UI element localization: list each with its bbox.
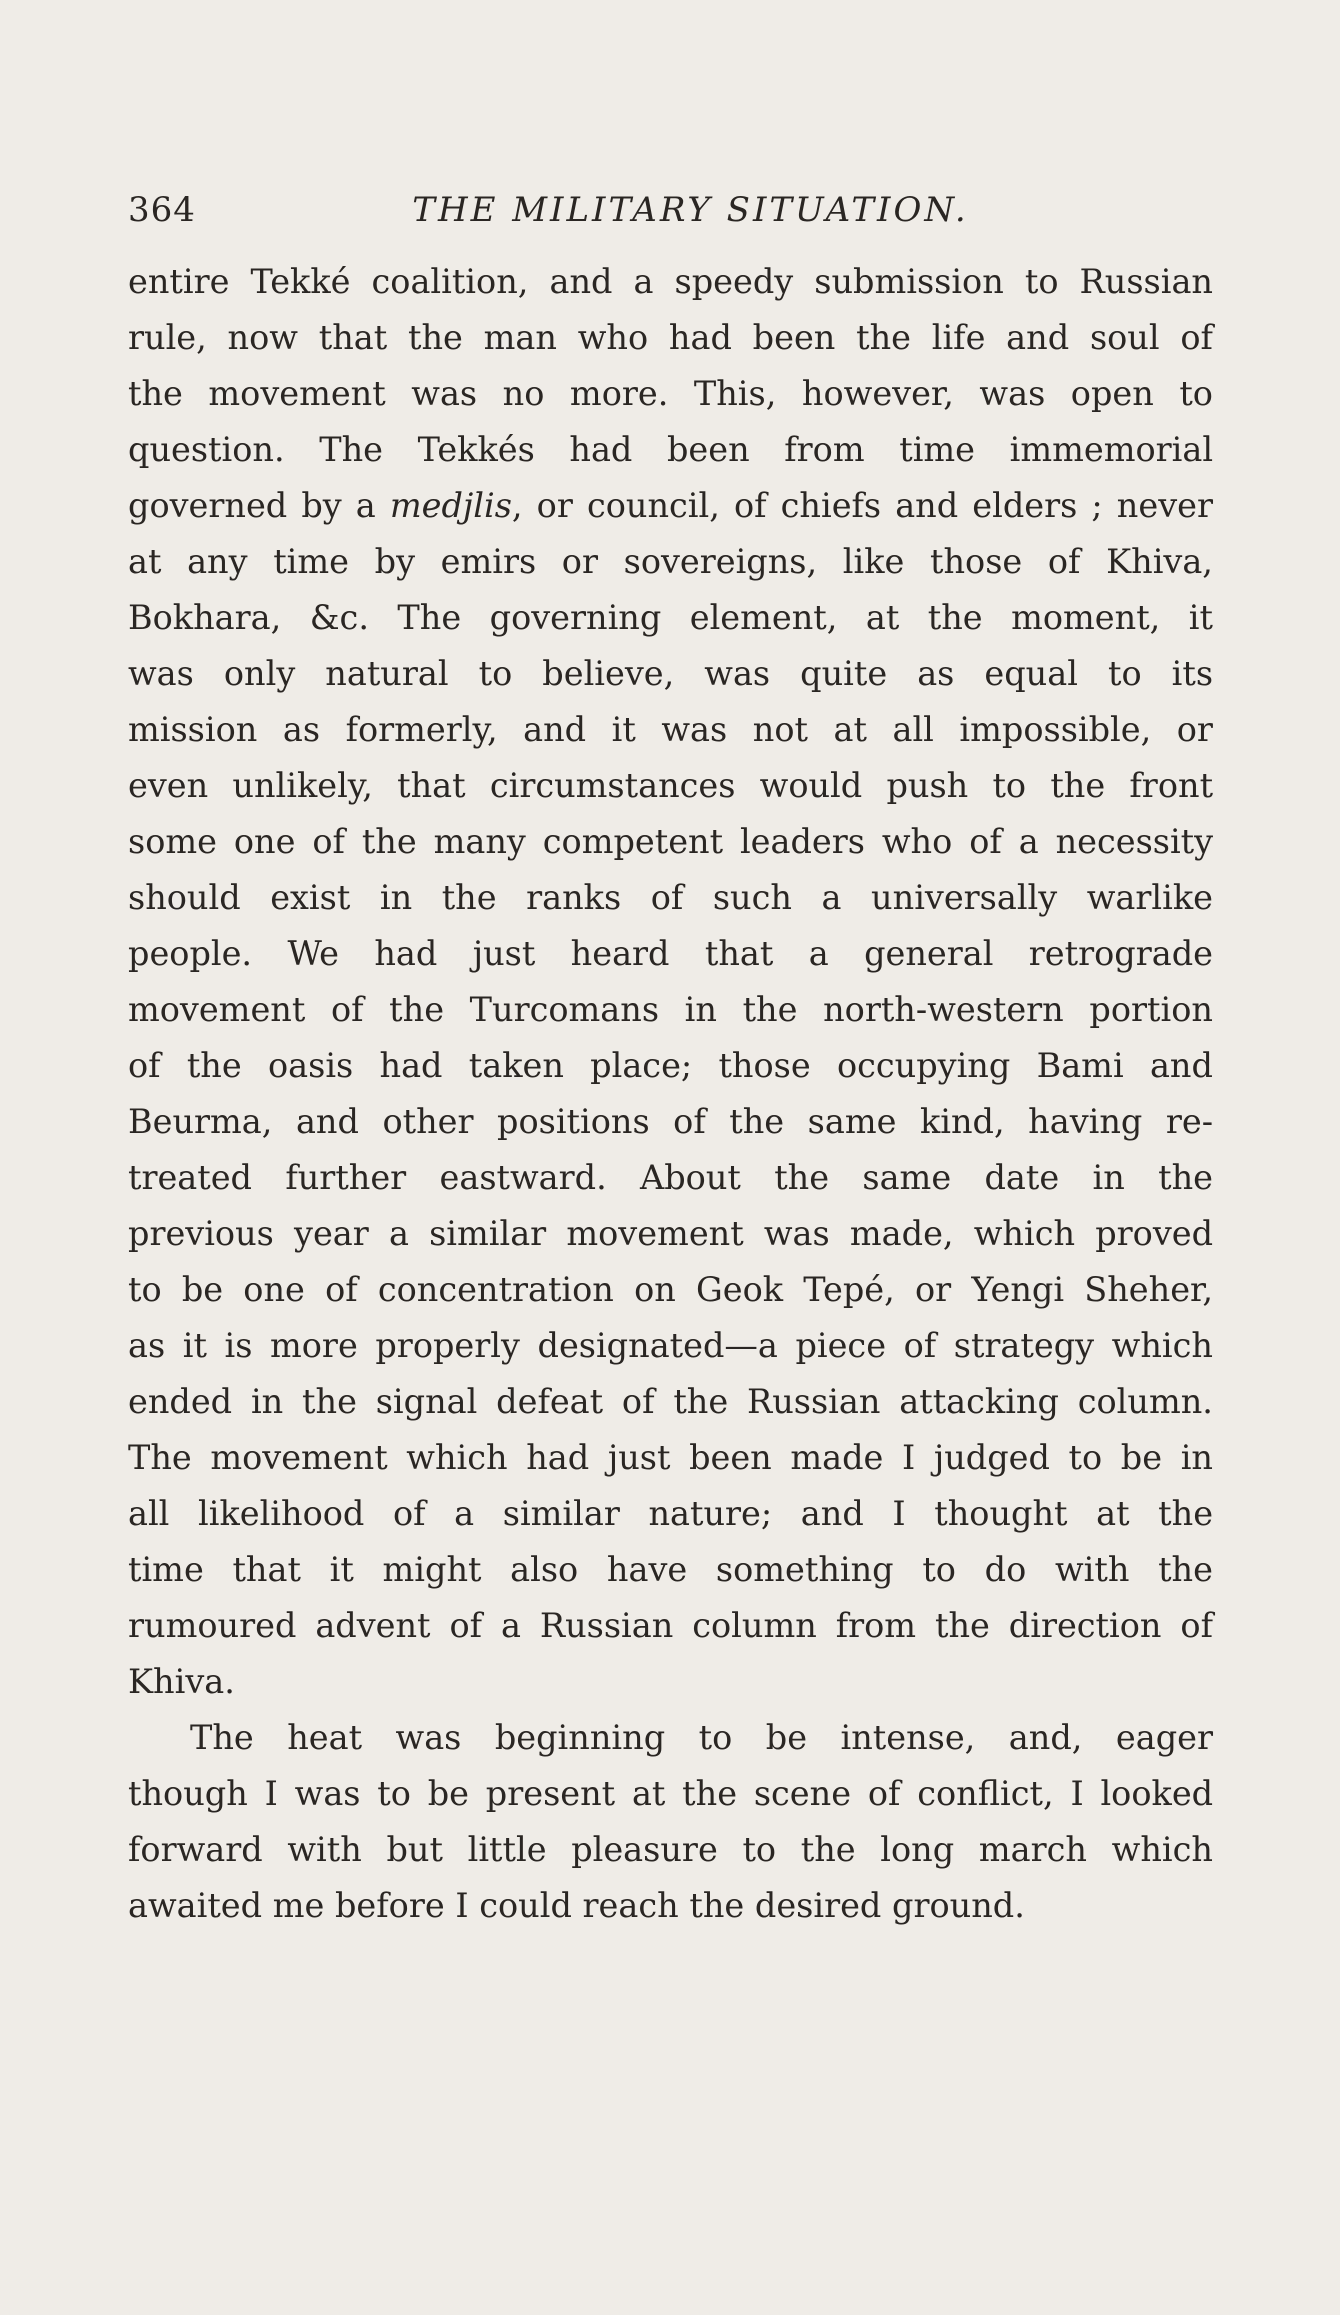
- text-line: rumoured advent of a Russian column from the direction of: [128, 1606, 1213, 1645]
- text-line: rule, now that the man who had been the life and soul of: [128, 318, 1213, 357]
- paragraph: [128, 1710, 1213, 1934]
- text-line: previous year a similar movement was made, which proved: [128, 1214, 1214, 1253]
- text-line: Bokhara, &c. The governing element, at the moment, it: [128, 598, 1213, 637]
- text-line: movement of the Turcomans in the north-western portion: [128, 990, 1213, 1029]
- text-line: all likelihood of a similar nature; and I thought at the: [128, 1494, 1214, 1533]
- text-line: some one of the many competent leaders who of a necessity: [128, 822, 1214, 861]
- body-text: [128, 254, 1213, 1934]
- text-line: mission as formerly, and it was not at all impossible, or: [128, 710, 1213, 749]
- text-line: ended in the signal defeat of the Russian attacking column.: [128, 1382, 1213, 1421]
- text-line: though I was to be present at the scene of conflict, I looked: [128, 1774, 1214, 1813]
- text-line: treated further eastward. About the same date in the: [128, 1158, 1213, 1197]
- text-line: Khiva.: [128, 1662, 235, 1701]
- paragraph: [128, 254, 1213, 1710]
- text-line: question. The Tekkés had been from time immemorial: [128, 430, 1214, 469]
- text-line: The heat was beginning to be intense, and, eager: [190, 1718, 1214, 1757]
- text-line: time that it might also have something to do with the: [128, 1550, 1213, 1589]
- text-line: as it is more properly designated—a piece of strategy which: [128, 1326, 1213, 1365]
- text-line: was only natural to believe, was quite as equal to its: [128, 654, 1214, 693]
- page-header: [128, 185, 1213, 235]
- text-line: forward with but little pleasure to the long march which: [128, 1830, 1213, 1869]
- text-line: awaited me before I could reach the desired ground.: [128, 1886, 1025, 1925]
- text-line: at any time by emirs or sovereigns, like those of Khiva,: [128, 542, 1213, 581]
- text-line: governed by a medjlis, or council, of chiefs and elders ; never: [128, 486, 1213, 525]
- running-title: THE MILITARY SITUATION.: [412, 190, 969, 230]
- text-line: entire Tekké coalition, and a speedy submission to Russian: [128, 262, 1213, 301]
- text-line: The movement which had just been made I judged to be in: [128, 1438, 1213, 1477]
- text-line: to be one of concentration on Geok Tepé, or Yengi Sheher,: [128, 1270, 1213, 1309]
- text-line: of the oasis had taken place; those occupying Bami and: [128, 1046, 1213, 1085]
- text-line: people. We had just heard that a general retrograde: [128, 934, 1213, 973]
- text-line: the movement was no more. This, however, was open to: [128, 374, 1213, 413]
- text-line: Beurma, and other positions of the same kind, having re-: [128, 1102, 1214, 1141]
- text-line: should exist in the ranks of such a universally warlike: [128, 878, 1213, 917]
- text-line: even unlikely, that circumstances would push to the front: [128, 766, 1214, 805]
- page-number: 364: [128, 190, 196, 230]
